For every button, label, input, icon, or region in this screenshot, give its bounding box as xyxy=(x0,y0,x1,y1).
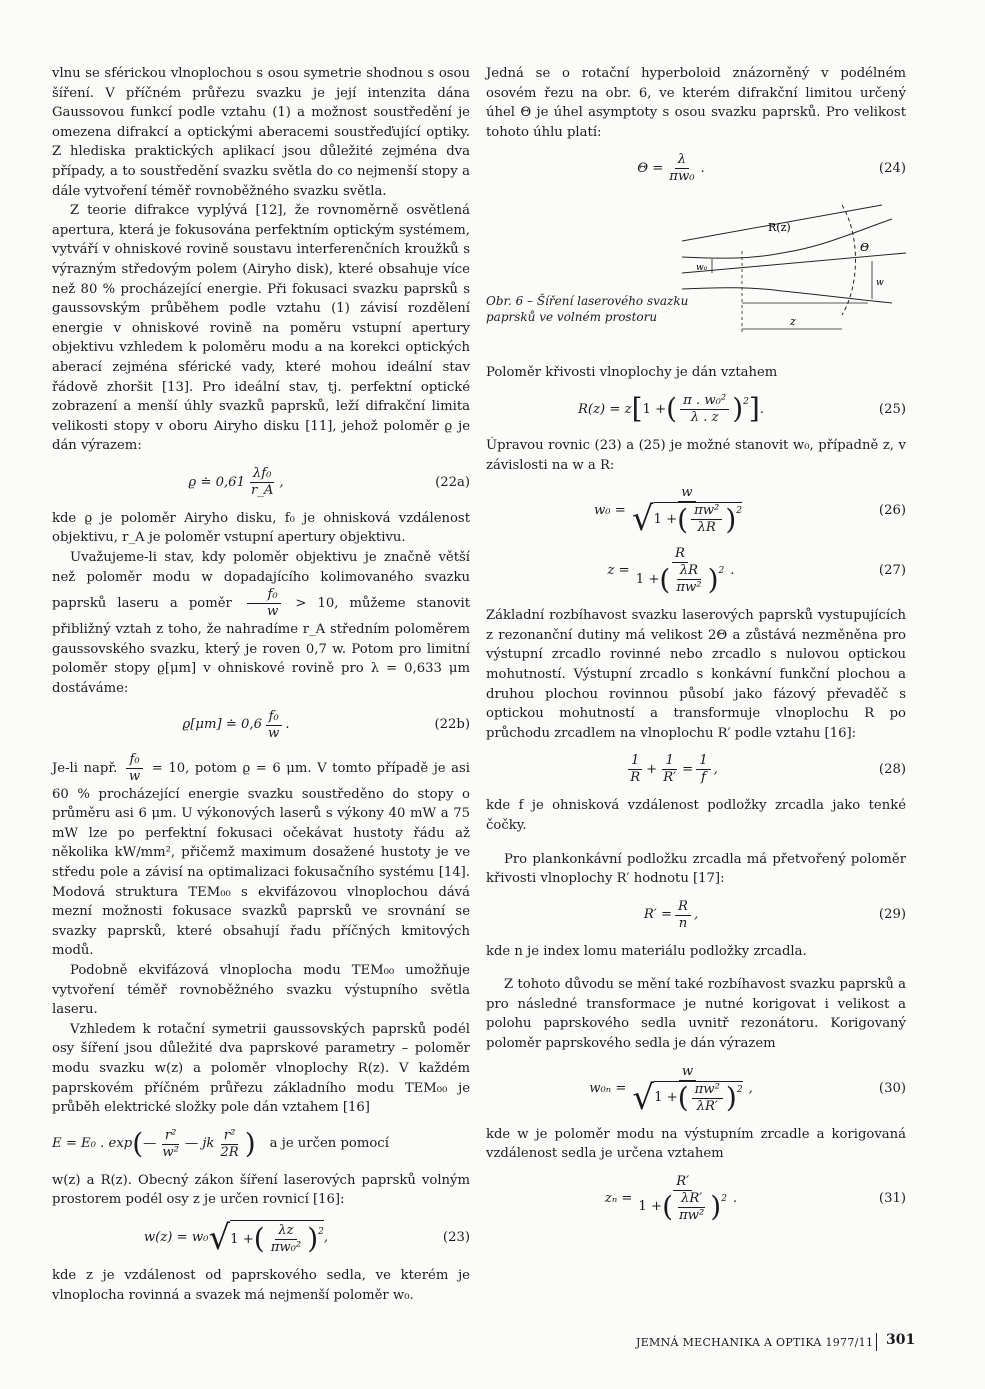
equation-number: (26) xyxy=(878,502,906,518)
figure-6 xyxy=(486,195,906,363)
equation-29: R′ = $\frac{R}{n}$ , (29) xyxy=(643,898,906,931)
fraction-denominator: r_A xyxy=(250,482,274,498)
fraction-denominator: πw₀² xyxy=(270,1239,302,1255)
paragraph: kde z je vzdálenost od paprskového sedla, ve kterém je vlnoplocha rovinná a svazek má nejmenší poloměr w₀. xyxy=(52,1267,470,1303)
paragraph: Pro plankonkávní podložku zrcadla má přetvořený poloměr křivosti vlnoplochy R′ hodnotu [17]: xyxy=(486,851,906,887)
fraction-denominator: λR xyxy=(697,520,716,536)
fraction-denominator: R xyxy=(630,770,641,786)
fraction-numerator: λR xyxy=(677,563,701,580)
equation-term: 1 + xyxy=(642,401,667,417)
equation-23: w(z) = w₀ √ 1 + ( $\frac{\lambda z}{\text{πw₀²}}$ ) $^2$ , (23) xyxy=(143,1217,470,1258)
equation-term: zₙ = xyxy=(604,1191,633,1207)
paragraph: Z teorie difrakce vyplývá [12], že rovnoměrně osvětlená apertura, která je fokusována perfektním optickým systémem, vytváří v ohniskové rovině soustavu interferenčních kroužků s výrazným středovým polem (Airyho disk), které obsahuje více než 80 % procházející energie. Při fokusaci svazku paprsků s gaussovským průběhem podle vztahu (1) závisí rozdělení energie v ohniskové rovině na poměru vstupní apertury objektivu vzhledem k poloměru modu a na korekci optických aberací zejména sférické vady, které mohou ideální stav řádově zhoršit [13]. Pro ideální stav, tj. perfektní optické zobrazení a menší úhly svazků paprsků, leží difrakční limita velikosti stopy v oboru Airyho disku [11], jehož poloměr ϱ je dán výrazem: xyxy=(52,203,470,454)
equation-28: $\frac{1}{R}$ + $\frac{1}{R'}$ = $\frac{1}{f}$ , (28) xyxy=(486,753,906,786)
fraction-numerator: λz xyxy=(275,1223,296,1240)
paragraph: Podobně ekvifázová vlnoplocha modu TEM₀₀ umožňuje vytvoření téměř rovnoběžného svazku výstupního světla laseru. xyxy=(52,962,470,1018)
paragraph: Poloměr křivosti vlnoplochy je dán vztahem xyxy=(486,365,778,381)
equation-term: Θ = xyxy=(637,161,664,177)
label-z: z xyxy=(790,315,796,329)
equation-term: R(z) = z xyxy=(578,401,632,417)
equation-term: w(z) = w₀ xyxy=(143,1230,209,1246)
equation-field: E = E₀ . exp ( — $\frac{\text{r²}}{\text{w²}}$ — jk $\frac{\text{r²}}{2R}$ ) a je určen pomocí xyxy=(52,1127,389,1161)
fraction-denominator: f xyxy=(700,770,706,786)
fraction-numerator: f₀ xyxy=(266,709,282,726)
fraction-numerator: 1 xyxy=(662,753,676,770)
equation-27: z = R 1 + ( $\frac{\lambda R}{\text{πw²}}$ ) $^2$ . (27) xyxy=(607,546,906,596)
equation-term: a je určen pomocí xyxy=(269,1136,389,1152)
fraction-denominator: w xyxy=(128,768,141,784)
equation-term: 1 + xyxy=(654,1090,678,1106)
equation-term: 1 + xyxy=(638,1199,663,1215)
equation-number: (23) xyxy=(442,1230,470,1246)
fraction-denominator: w xyxy=(268,725,280,741)
fraction-numerator: r² xyxy=(162,1128,180,1145)
fraction-numerator: π . w₀² xyxy=(680,393,729,410)
fraction-numerator: πw² xyxy=(691,503,722,520)
fraction-numerator: w xyxy=(678,485,695,502)
equation-term: E = E₀ . exp xyxy=(52,1136,133,1152)
fraction-numerator: 1 xyxy=(696,753,710,770)
label-w: w xyxy=(876,278,884,289)
paragraph: Základní rozbíhavost svazku laserových paprsků vystupujících z rezonanční dutiny má velikost 2Θ a zůstává nezměněna pro výstupní zrcadlo rovinné nebo zrcadlo s nulovou optickou mohutností. Výstupní zrcadlo s konkávní funkční plochou a druhou plochou rovinnou působí jako fázový převaděč s optickou mohutností a transformuje vlnoplochu R po průchodu zrcadlem na vlnoplochu R′ podle vztahu [16]: xyxy=(486,608,906,741)
equation-number: (27) xyxy=(878,563,906,579)
right-column xyxy=(486,64,906,1234)
equation-number: (25) xyxy=(878,401,906,417)
paragraph: Vzhledem k rotační symetrii gaussovských paprsků podél osy šíření jsou důležité dva paprskové parametry – poloměr modu svazku w(z) a poloměr vlnoplochy R(z). V každém paprskovém příčném průřezu základního modu TEM₀₀ je průběh elektrické složky pole dán vztahem [16] xyxy=(52,1021,470,1116)
fraction-denominator: n xyxy=(678,915,688,931)
figure-caption: Obr. 6 – Šíření laserového svazku paprsků ve volném prostoru xyxy=(486,294,689,325)
equation-term: 1 + xyxy=(653,511,678,527)
equation-term: ϱ[μm] ≐ 0,6 xyxy=(182,717,263,733)
fraction-denominator: w xyxy=(266,604,279,620)
fraction-numerator: λf₀ xyxy=(250,466,275,483)
footer-divider xyxy=(876,1333,877,1351)
equation-term: z = xyxy=(607,563,630,579)
equation-term: 1 + xyxy=(635,571,660,587)
paragraph: Úpravou rovnic (23) a (25) je možné stanovit w₀, případně z, v závislosti na w a R: xyxy=(486,437,906,473)
fraction-numerator: f₀ xyxy=(126,752,142,769)
label-w0: w₀ xyxy=(696,263,708,274)
fraction-numerator: f₀ xyxy=(247,587,281,604)
fraction-denominator: πw₀ xyxy=(669,169,695,185)
equation-25: R(z) = z [ 1 + ( $\frac{\text{π . w₀²}}{\lambda . z}$ ) $^2$ ] . (25) xyxy=(578,392,906,426)
paragraph: kde f je ohnisková vzdálenost podložky zrcadla jako tenké čočky. xyxy=(486,798,906,833)
fraction-denominator: λR′ xyxy=(696,1098,718,1114)
equation-term: ϱ ≐ 0,61 xyxy=(188,474,245,490)
fraction-denominator: πw² xyxy=(679,1207,705,1223)
label-r: R(z) xyxy=(768,221,791,235)
fraction-numerator: λR′ xyxy=(678,1191,705,1208)
equation-number: (30) xyxy=(878,1081,906,1097)
fraction-numerator: r² xyxy=(221,1128,239,1145)
paragraph-text: > 10, můžeme stanovit přibližný vztah z toho, že nahradíme r_A středním poloměrem gaussovského svazku, který je roven 0,7 w. Potom pro limitní poloměr stopy ϱ[μm] v ohniskové rovině pro λ = 0,633 μm dostáváme: xyxy=(52,596,470,697)
equation-24: Θ = $\frac{\lambda}{\text{πw₀}}$ . (24) xyxy=(637,152,906,185)
equation-31: zₙ = R′ 1 + ( $\frac{\lambda R'}{\text{πw²}}$ ) $^2$ . (31) xyxy=(604,1173,906,1224)
equation-30: w₀ₙ = w √ 1 + ( $\frac{\text{πw²}}{\lambda R'}$ ) $^2$ , (30) xyxy=(589,1063,906,1118)
beam-envelope xyxy=(682,288,892,303)
label-theta: Θ xyxy=(860,241,870,255)
fraction-denominator: 2R xyxy=(220,1144,239,1160)
paragraph: w(z) a R(z). Obecný zákon šíření laserových paprsků volným prostorem podél osy z je určen rovnicí [16]: xyxy=(52,1172,470,1208)
fraction-denominator: πw² xyxy=(676,580,702,596)
fraction-denominator: R′ xyxy=(663,770,677,786)
paragraph-text: Uvažujeme-li stav, kdy poloměr objektivu je značně větší než poloměr modu w dopadajícího kolimovaného svazku paprsků laseru a poměr xyxy=(52,550,470,612)
equation-22b xyxy=(52,709,470,742)
paragraph: Z tohoto důvodu se mění také rozbíhavost svazku paprsků a pro následné transformace je nutné korigovat i velikost a polohu paprskového sedla uvnitř rezonátoru. Korigovaný poloměr paprskového sedla je dán výrazem xyxy=(486,977,906,1052)
equation-22a xyxy=(52,466,470,499)
equation-26: w₀ = w √ 1 + ( $\frac{\text{πw²}}{\lambda R}$ ) $^2$ (26) xyxy=(594,485,906,540)
equation-term: w₀ = xyxy=(594,502,626,518)
paragraph: vlnu se sférickou vlnoplochou s osou symetrie shodnou s osou šíření. V příčném průřezu svazku je její intenzita dána Gaussovou funkcí podle vztahu (1) a možnost soustředění je omezena difrakcí a optickými aberacemi soustřeďující optiky. Z hlediska praktických aplikací jsou důležité zejména dva případy, a to soustředění svazku světla do co nejmenší stopy a dále vytvoření téměř rovnoběžného svazku světla. xyxy=(52,66,470,199)
paragraph: kde ϱ je poloměr Airyho disku, f₀ je ohnisková vzdálenost objektivu, r_A je poloměr vstupní apertury objektivu. xyxy=(52,510,470,546)
paragraph-text: = 10, potom ϱ = 6 μm. V tomto případě je asi 60 % procházející energie svazku soustředěno do stopy o průměru asi 6 μm. U výkonových laserů s výkony 40 mW a 75 mW lze po perfektní fokusaci očekávat hustoty řádu až několika kW/mm², přičemž maximum dosažené hustoty je ve středu pole a závisí na optimalizaci fokusačního systému [14]. Modová struktura TEM₀₀ s ekvifázovou vlnoplochou dává mezní možnosti fokusace svazků paprsků ve srovnání se svazky paprsků, které obsahují řadu příčných kmitových modů. xyxy=(52,760,470,959)
equation-number: (22a) xyxy=(435,474,470,490)
fraction-numerator: πw² xyxy=(692,1082,723,1099)
axis-line xyxy=(682,253,906,273)
paragraph: kde w je poloměr modu na výstupním zrcadle a korigovaná vzdálenost sedla je určena vztahem xyxy=(486,1126,906,1162)
paragraph xyxy=(52,548,470,699)
equation-number: (28) xyxy=(878,762,906,778)
paragraph-text: Je-li např. xyxy=(52,760,118,776)
equation-term: . xyxy=(285,717,290,733)
fraction-numerator: R xyxy=(672,546,688,563)
equation-term: , xyxy=(279,474,284,490)
equation-term: 1 + xyxy=(230,1231,254,1247)
paragraph xyxy=(52,752,470,961)
paragraph: kde n je index lomu materiálu podložky zrcadla. xyxy=(486,943,807,959)
equation-number: (29) xyxy=(878,907,906,923)
fraction-numerator: R′ xyxy=(673,1174,692,1191)
left-column xyxy=(52,64,470,1305)
fraction-numerator: 1 xyxy=(628,753,642,770)
page-number: 301 xyxy=(886,1332,916,1348)
equation-number: (31) xyxy=(878,1191,906,1207)
paragraph: Jedná se o rotační hyperboloid znázorněný v podélném osovém řezu na obr. 6, ve kterém difrakční limitou určený úhel Θ je úhel asymptoty s osou svazku paprsků. Pro velikost tohoto úhlu platí: xyxy=(486,66,906,140)
equation-term: — jk xyxy=(184,1136,215,1152)
fraction-numerator: w xyxy=(679,1064,696,1081)
fraction-denominator: w² xyxy=(162,1144,179,1160)
equation-term: w₀ₙ = xyxy=(589,1081,627,1097)
journal-footer: JEMNÁ MECHANIKA A OPTIKA 1977/11 xyxy=(636,1336,874,1349)
equation-term: R′ = xyxy=(643,907,673,923)
fraction-numerator: λ xyxy=(675,152,689,169)
fraction-denominator: λ . z xyxy=(690,409,719,425)
beam-propagation-diagram xyxy=(682,195,906,335)
equation-number: (22b) xyxy=(434,717,470,733)
equation-number: (24) xyxy=(878,161,906,177)
fraction-numerator: R xyxy=(675,899,691,916)
